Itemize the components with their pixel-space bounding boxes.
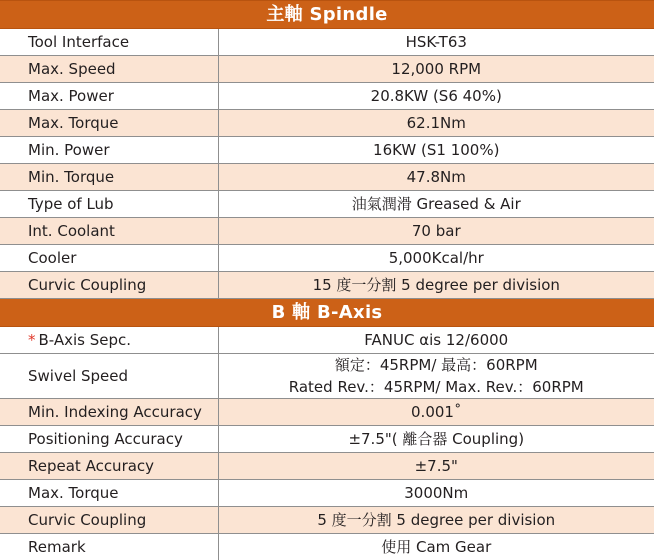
spindle-section-title: 主軸 Spindle [0, 1, 654, 29]
spec-row [0, 480, 654, 507]
spec-label-min-indexing-accuracy: Min. Indexing Accuracy [0, 399, 218, 426]
spec-label-curvic-coupling: Curvic Coupling [0, 272, 218, 299]
spec-value-remark: 使用 Cam Gear [218, 534, 654, 560]
spec-row [0, 354, 654, 399]
spec-label-swivel-speed: Swivel Speed [0, 354, 218, 399]
spec-value-min-indexing-accuracy: 0.001˚ [218, 399, 654, 426]
spec-value-cooler: 5,000Kcal/hr [218, 245, 654, 272]
spec-value-int-coolant: 70 bar [218, 218, 654, 245]
spec-value-repeat-accuracy: ±7.5" [218, 453, 654, 480]
spec-row [0, 507, 654, 534]
spec-row [0, 453, 654, 480]
spec-value-swivel-speed-line1: 額定：45RPM/ 最高：60RPM [334, 356, 538, 374]
spec-label-max-speed: Max. Speed [0, 56, 218, 83]
spec-row [0, 29, 654, 56]
spindle-section-header [0, 1, 654, 29]
spec-label-tool-interface: Tool Interface [0, 29, 218, 56]
required-asterisk-icon: * [28, 330, 36, 349]
spec-row [0, 83, 654, 110]
spec-value-max-power: 20.8KW (S6 40%) [218, 83, 654, 110]
spec-label-max-power: Max. Power [0, 83, 218, 110]
spec-label-repeat-accuracy: Repeat Accuracy [0, 453, 218, 480]
spec-row [0, 56, 654, 83]
spec-label-max-torque: Max. Torque [0, 110, 218, 137]
spec-value-b-axis-spec: FANUC αis 12/6000 [218, 327, 654, 354]
spec-row [0, 399, 654, 426]
spec-value-positioning-accuracy: ±7.5"( 離合器 Coupling) [218, 426, 654, 453]
spec-value-min-power: 16KW (S1 100%) [218, 137, 654, 164]
spec-value-type-of-lub: 油氣潤滑 Greased & Air [218, 191, 654, 218]
spec-label-remark: Remark [0, 534, 218, 560]
spec-label-b-max-torque: Max. Torque [0, 480, 218, 507]
spec-label-b-curvic-coupling: Curvic Coupling [0, 507, 218, 534]
spec-value-curvic-coupling: 15 度一分割 5 degree per division [218, 272, 654, 299]
spec-row [0, 218, 654, 245]
spec-value-max-torque: 62.1Nm [218, 110, 654, 137]
spec-row [0, 534, 654, 560]
spec-row [0, 110, 654, 137]
spec-label-int-coolant: Int. Coolant [0, 218, 218, 245]
spec-row [0, 245, 654, 272]
spec-row [0, 272, 654, 299]
spec-value-tool-interface: HSK-T63 [218, 29, 654, 56]
spec-value-max-speed: 12,000 RPM [218, 56, 654, 83]
spec-row [0, 164, 654, 191]
spec-label-positioning-accuracy: Positioning Accuracy [0, 426, 218, 453]
spec-label-type-of-lub: Type of Lub [0, 191, 218, 218]
b-axis-section-title: B 軸 B-Axis [0, 299, 654, 327]
spec-value-swivel-speed [218, 354, 654, 399]
spec-row [0, 327, 654, 354]
b-axis-section-header [0, 299, 654, 327]
spec-label-min-torque: Min. Torque [0, 164, 218, 191]
spec-label-cooler: Cooler [0, 245, 218, 272]
spec-value-swivel-speed-line2: Rated Rev.：45RPM/ Max. Rev.：60RPM [288, 378, 584, 396]
spec-row [0, 137, 654, 164]
spec-value-b-max-torque: 3000Nm [218, 480, 654, 507]
spec-label-b-axis-spec-text: B-Axis Sepc. [38, 330, 132, 349]
spec-row [0, 426, 654, 453]
spec-row [0, 191, 654, 218]
spec-label-b-axis-spec [0, 327, 218, 354]
spec-value-b-curvic-coupling: 5 度一分割 5 degree per division [218, 507, 654, 534]
spec-label-min-power: Min. Power [0, 137, 218, 164]
spec-value-min-torque: 47.8Nm [218, 164, 654, 191]
